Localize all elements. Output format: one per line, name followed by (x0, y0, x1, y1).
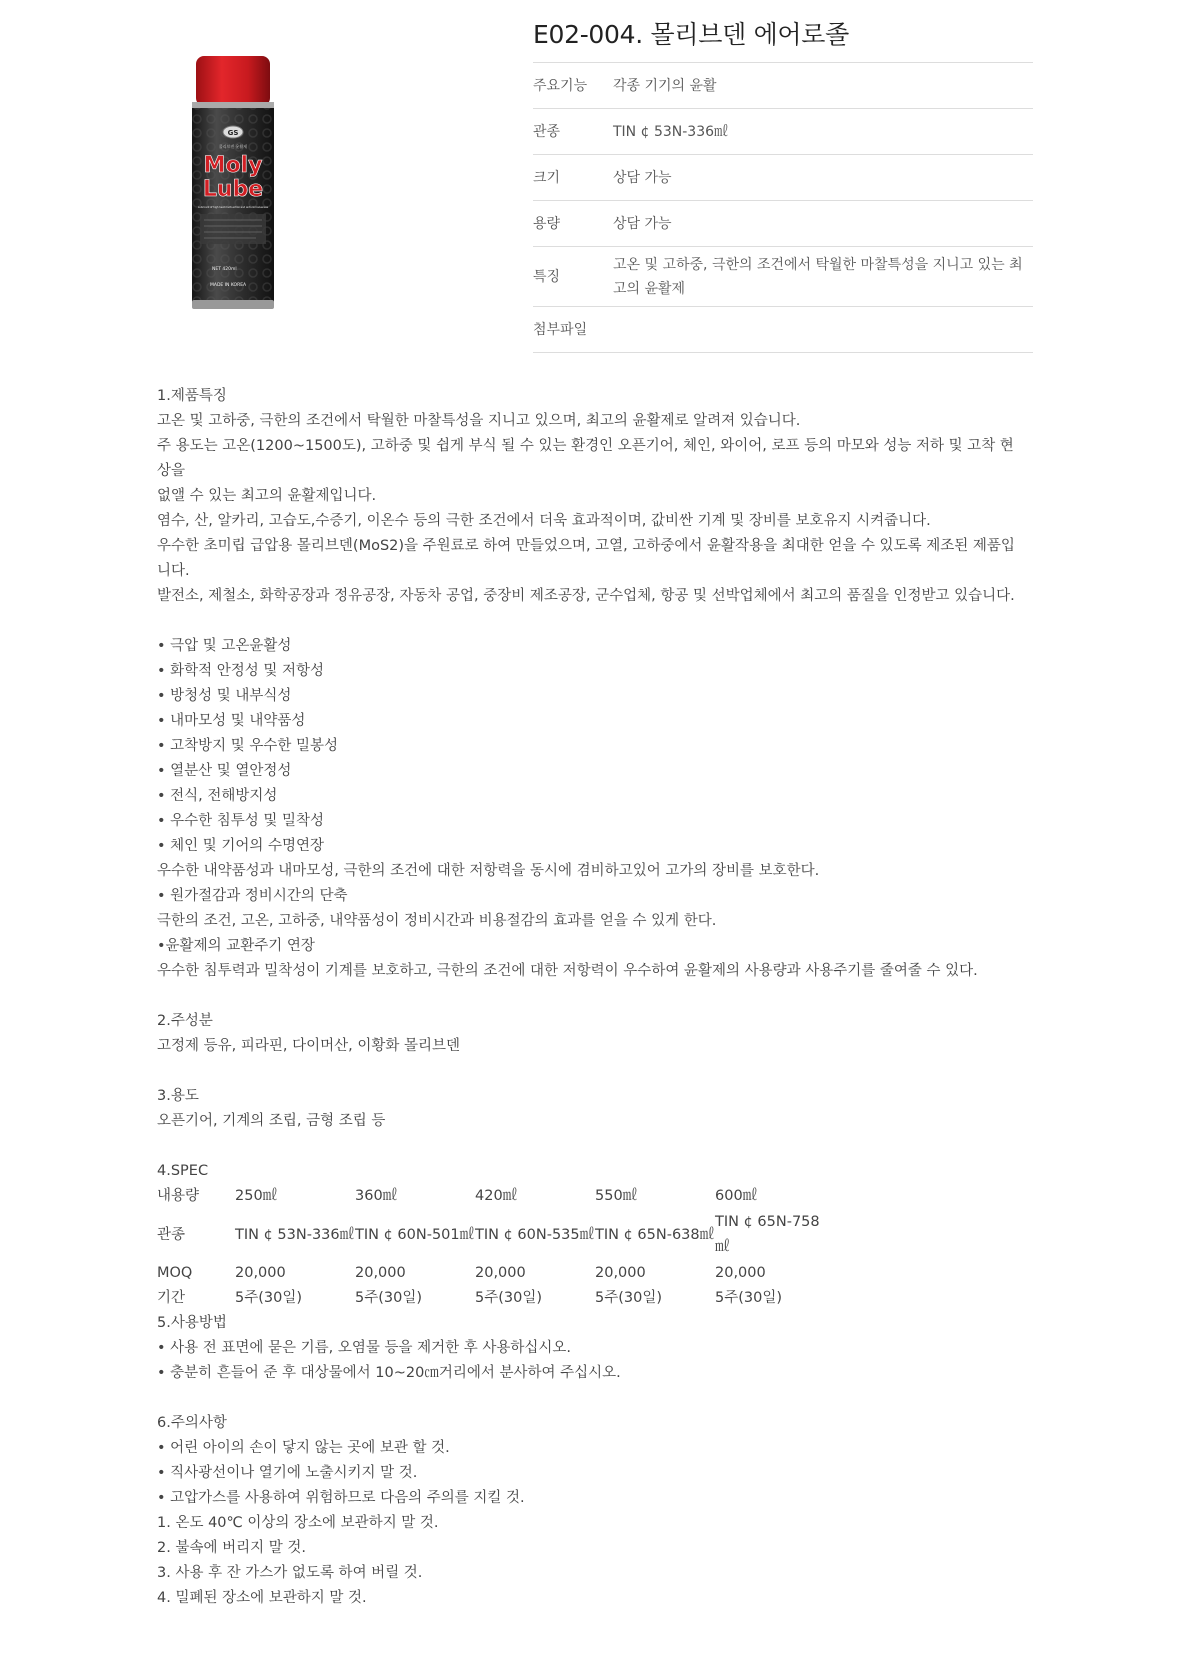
caution-item: 2. 불속에 버리지 말 것. (157, 1540, 306, 1556)
caution-item: 4. 밀폐된 장소에 보관하지 말 것. (157, 1590, 367, 1606)
text-line: 우수한 초미립 급압용 몰리브덴(MoS2)을 주원료로 하여 만들었으며, 고열, 고하중에서 윤활작용을 최대한 얻을 수 있도록 제조된 제품입니다. (157, 538, 1015, 579)
spec-row-size (533, 155, 1033, 201)
can-brand: GS (227, 129, 239, 137)
spec-cell: 5주(30일) (475, 1290, 543, 1306)
spec-cell: 20,000 (595, 1265, 646, 1281)
feature-paragraph (157, 409, 1027, 609)
caution-item: 3. 사용 후 잔 가스가 없도록 하여 버릴 것. (157, 1565, 423, 1581)
spec-detail-table (157, 1184, 835, 1311)
spec-row-features (533, 247, 1033, 307)
spec-label: 크기 (533, 155, 613, 201)
feature-bullets (157, 634, 1027, 984)
spec-row (157, 1184, 835, 1209)
spec-value: TIN ¢ 53N-336㎖ (613, 109, 1033, 155)
spec-value: 각종 기기의 윤활 (613, 63, 1033, 109)
usage-step: • 충분히 흔들어 준 후 대상물에서 10~20㎝거리에서 분사하여 주십시오. (157, 1365, 621, 1381)
can-net: NET 420ml (212, 267, 237, 272)
spec-value: 상담 가능 (613, 155, 1033, 201)
product-spec-table (533, 62, 1033, 353)
text-line: 주 용도는 고온(1200~1500도), 고하중 및 쉽게 부식 될 수 있는 환경인 오픈기어, 체인, 와이어, 로프 등의 마모와 성능 저하 및 고착 현상을 (157, 438, 1014, 479)
ingredients-text: 고정제 등유, 피라핀, 다이머산, 이황화 몰리브덴 (157, 1038, 461, 1054)
spray-can-image (190, 56, 276, 311)
text-line: 염수, 산, 알카리, 고습도,수증기, 이온수 등의 극한 조건에서 더욱 효과적이며, 값비싼 기계 및 장비를 보호유지 시켜줍니다. (157, 513, 931, 529)
spec-cell: TIN ¢ 65N-758 ㎖ (715, 1214, 820, 1255)
caution-item: • 어린 아이의 손이 닿지 않는 곳에 보관 할 것. (157, 1440, 450, 1456)
section-heading: 2.주성분 (157, 1013, 213, 1029)
section-heading: 4.SPEC (157, 1163, 209, 1179)
spec-cell: TIN ¢ 65N-638㎖ (595, 1226, 715, 1243)
spec-cell: TIN ¢ 60N-501㎖ (355, 1226, 475, 1243)
bullet-item: • 고착방지 및 우수한 밀봉성 (157, 738, 339, 754)
bullet-item: • 화학적 안정성 및 저항성 (157, 663, 325, 679)
spec-label: 주요기능 (533, 63, 613, 109)
spec-row-label: 관종 (157, 1226, 186, 1243)
can-tagline: Lubricant of high heat multi-action and anti-corrosiveness (198, 205, 269, 209)
can-small-label: 몰리브덴 윤활제 (218, 144, 248, 149)
spec-cell: 20,000 (715, 1265, 766, 1281)
spec-row (157, 1286, 835, 1311)
bullet-item: 우수한 내약품성과 내마모성, 극한의 조건에 대한 저항력을 동시에 겸비하고있어 고가의 장비를 보호한다. (157, 863, 820, 879)
spec-cell: 360㎖ (355, 1188, 398, 1204)
bullet-item: •윤활제의 교환주기 연장 (157, 938, 315, 954)
spec-cell: 20,000 (475, 1265, 526, 1281)
can-name-line2: Lube (202, 177, 264, 202)
bullet-item: • 내마모성 및 내약품성 (157, 713, 306, 729)
bullet-item: • 극압 및 고온윤활성 (157, 638, 292, 654)
spec-row-label: MOQ (157, 1265, 193, 1281)
spec-cell: 5주(30일) (235, 1290, 303, 1306)
spec-cell: 5주(30일) (355, 1290, 423, 1306)
text-line: 발전소, 제철소, 화학공장과 정유공장, 자동차 공업, 중장비 제조공장, 군수업체, 항공 및 선박업체에서 최고의 품질을 인정받고 있습니다. (157, 588, 1015, 604)
spec-label: 특징 (533, 247, 613, 307)
text-line: 없앨 수 있는 최고의 윤활제입니다. (157, 488, 377, 504)
spec-row-can-type (533, 109, 1033, 155)
product-title: E02-004. 몰리브덴 에어로졸 (533, 20, 849, 49)
spec-value: 고온 및 고하중, 극한의 조건에서 탁월한 마찰특성을 지니고 있는 최고의 윤활제 (613, 247, 1033, 307)
section-heading: 6.주의사항 (157, 1415, 227, 1431)
spec-cell: 20,000 (235, 1265, 286, 1281)
usage-step: • 사용 전 표면에 묻은 기름, 오염물 등을 제거한 후 사용하십시오. (157, 1340, 572, 1356)
bullet-item: • 체인 및 기어의 수명연장 (157, 838, 325, 854)
spec-cell: 250㎖ (235, 1188, 278, 1204)
bullet-item: • 원가절감과 정비시간의 단축 (157, 888, 348, 904)
bullet-item: • 전식, 전해방지성 (157, 788, 278, 804)
bullet-item: • 우수한 침투성 및 밀착성 (157, 813, 325, 829)
spec-row-label: 내용량 (157, 1188, 200, 1204)
spec-cell: 5주(30일) (715, 1290, 783, 1306)
spec-cell: TIN ¢ 60N-535㎖ (475, 1226, 595, 1243)
attachment-link[interactable] (613, 307, 1033, 353)
spec-row (157, 1261, 835, 1286)
bullet-item: 우수한 침투력과 밀착성이 기계를 보호하고, 극한의 조건에 대한 저항력이 우수하여 윤활제의 사용량과 사용주기를 줄여줄 수 있다. (157, 963, 978, 979)
can-name-line1: Moly (203, 153, 263, 178)
spec-label: 첨부파일 (533, 307, 613, 353)
caution-item: • 고압가스를 사용하여 위험하므로 다음의 주의를 지킬 것. (157, 1490, 525, 1506)
section-heading: 3.용도 (157, 1088, 199, 1104)
bullet-item: • 방청성 및 내부식성 (157, 688, 292, 704)
caution-item: • 직사광선이나 열기에 노출시키지 말 것. (157, 1465, 418, 1481)
section-heading: 1.제품특징 (157, 388, 227, 404)
spec-cell: 5주(30일) (595, 1290, 663, 1306)
bullet-item: 극한의 조건, 고온, 고하중, 내약품성이 정비시간과 비용절감의 효과를 얻을 수 있게 한다. (157, 913, 717, 929)
spec-cell: TIN ¢ 53N-336㎖ (235, 1226, 355, 1243)
spec-cell: 550㎖ (595, 1188, 638, 1204)
caution-item: 1. 온도 40℃ 이상의 장소에 보관하지 말 것. (157, 1515, 439, 1531)
spec-label: 관종 (533, 109, 613, 155)
usage-text: 오픈기어, 기계의 조립, 금형 조립 등 (157, 1113, 386, 1129)
section-heading: 5.사용방법 (157, 1315, 227, 1331)
text-line: 고온 및 고하중, 극한의 조건에서 탁월한 마찰특성을 지니고 있으며, 최고의 윤활제로 알려져 있습니다. (157, 413, 801, 429)
spec-row (157, 1209, 835, 1261)
spec-row-label: 기간 (157, 1290, 186, 1306)
spec-row-capacity (533, 201, 1033, 247)
bullet-item: • 열분산 및 열안정성 (157, 763, 292, 779)
spec-cell: 420㎖ (475, 1188, 518, 1204)
spec-value: 상담 가능 (613, 201, 1033, 247)
product-image (150, 40, 550, 325)
product-description (157, 384, 1027, 1611)
spec-row-function (533, 63, 1033, 109)
spec-cell: 600㎖ (715, 1188, 758, 1204)
spec-label: 용량 (533, 201, 613, 247)
spec-cell: 20,000 (355, 1265, 406, 1281)
product-info (533, 18, 1033, 353)
can-made-in: MADE IN KOREA (210, 283, 247, 288)
spec-row-attachment (533, 307, 1033, 353)
